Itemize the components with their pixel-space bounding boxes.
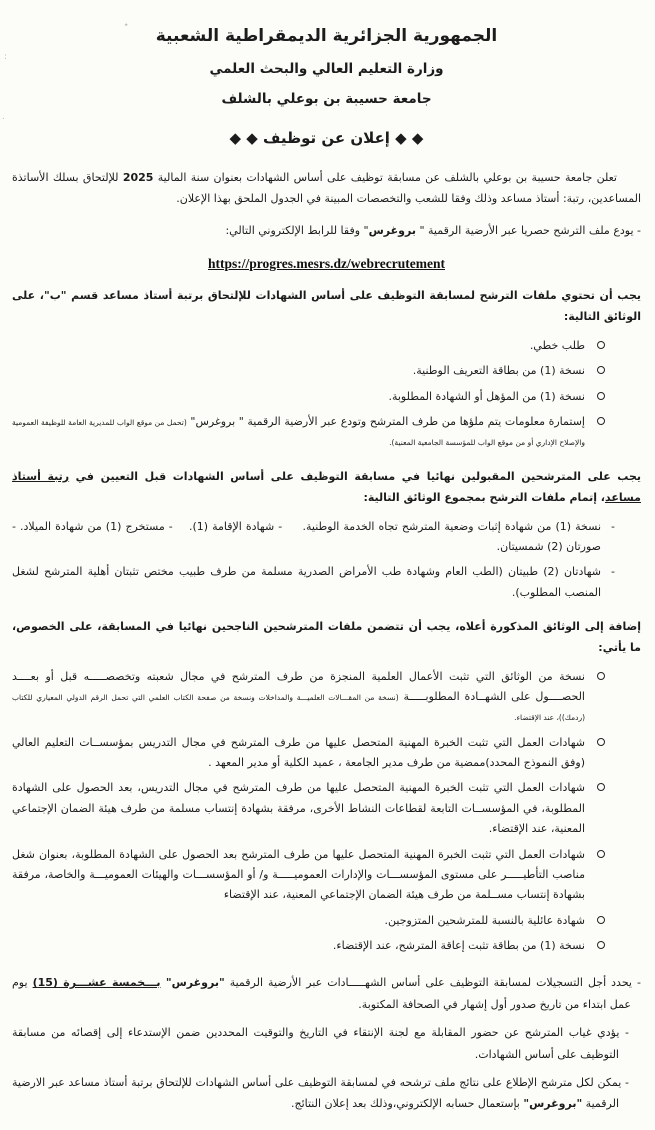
note-text-tail: يوم عمل ابتداء من تاريخ صدور أول إشهار في الصحافة المكتوبة. (12, 976, 631, 1011)
recruitment-url-line (12, 253, 641, 272)
heading-text-tail: ، إتمام ملفات الترشح بمجموع الوثائق التالية: (363, 490, 605, 504)
deposit-text-tail: " وفقا للرابط الإلكتروني التالي: (225, 223, 369, 237)
republic-title: الجمهورية الجزائرية الديمقراطية الشعبية (155, 26, 498, 46)
footer-notes (12, 972, 641, 1115)
circle-bullet-icon (597, 850, 605, 858)
scan-artifact: : (4, 52, 8, 62)
note-deadline (12, 972, 641, 1015)
intro-paragraph (12, 167, 641, 210)
dash-marker: - (611, 565, 615, 579)
intro-text-tail: للإلتحاق بسلك الأساتذة المساعدين، رتبة: أستاذ مساعد وذلك وفقا للشعب والتخصصات المبينة في الجدول الملحق بهذا الإعلان. (12, 171, 641, 206)
note-text: - يمكن لكل مترشح الإطلاع على نتائج ملف ترشحه في لمسابقة التوظيف على أساس الشهادات للإلتحاق برتبة أستاذ مساعد عبر الارضية الرقمية (12, 1075, 629, 1111)
list-item-text: شهادات العمل التي تثبت الخبرة المهنية المتحصل عليها من طرف المترشح في مجال التدريس بمؤسســات التعليم العالي (وفق النموذج المحدد)ممضية من طرف مدير الجامعة ، عميد الكلية أو مدير المعهد . (12, 735, 585, 770)
recruitment-link[interactable]: https://progres.mesrs.dz/webrecrutement (208, 256, 445, 272)
list-item (12, 336, 605, 356)
note-text-tail: بإستعمال حسابه الإلكتروني،وذلك بعد إعلان النتائج. (290, 1097, 524, 1111)
list-item-main: إستمارة معلومات يتم ملؤها من طرف المترشح وتودع عبر الأرضية الرقمية " بروغرس" (190, 415, 585, 429)
scan-artifact: ٭ (124, 20, 129, 29)
list-item-text: شهادات العمل التي تثبت الخبرة المهنية المتحصل عليها من طرف المترشح بعد الحصول على الشهادة المطلوبة، بعنوان شغل مناصب التأطيـــــر على مستوى المؤسســـات والإدارات العموميـــــة و/ أو المؤسســـات والهيئات العموميـــة والخاصة، مرفقة بشهادة إنتساب مســلمة من طرف هيئة الضمان الإجتماعي المعنية، عند الإقتضاء (12, 847, 585, 902)
list-item (12, 562, 615, 603)
circle-bullet-icon (597, 392, 605, 400)
circle-bullet-icon (597, 916, 605, 924)
circle-bullet-icon (597, 941, 605, 949)
list-item-text: شهادة عائلية بالنسبة للمترشحين المتزوجين. (384, 913, 585, 927)
progres-platform-name: بروغرس (368, 223, 416, 237)
list-item (12, 517, 615, 558)
circle-bullet-icon (597, 366, 605, 374)
university-title: جامعة حسيبة بن بوعلي بالشلف (221, 91, 432, 107)
list-item (12, 845, 605, 906)
deposit-text: - يودع ملف الترشح حصريا عبر الأرضية الرقمية " (415, 223, 641, 237)
list-item-main: نسخة من الوثائق التي تثبت الأعمال العلمية المنجزة من طرف المترشح في مجال شعبته وتخصصـــــه قبل أو بعــــد الحصــــول على الشهــادة المطلوبـــــة (12, 669, 585, 704)
list-item-note: (تحمل من موقع الواب للمديرية العامة للوظيفة العمومية والإصلاح الإداري أو من موقع الواب للمؤسسة الجامعية المعنية). (12, 418, 585, 448)
list-item-text (12, 412, 585, 453)
section-successful-heading: إضافة إلى الوثائق المذكورة أعلاه، يجب أن تتضمن ملفات المترشحين الناجحين نهائيا في المسابقة، على الخصوص، ما يأتي: (12, 619, 641, 654)
list-item-note: (نسخة من المقـــالات العلميـــة والمداخلات ونسخة من صفحة الكتاب العلمي التي تحمل الرقم الدولي المعياري للكتاب (ردمك))، عند الإقتضاء. (12, 693, 585, 723)
successful-candidates-list (12, 667, 605, 956)
note-results (12, 1072, 641, 1115)
heading-text: يجب على المترشحين المقبولين نهائيا في مسابقة التوظيف على أساس الشهادات قبل التعيين في (69, 469, 642, 483)
section-documents-heading: يجب أن تحتوي ملفات الترشح لمسابقة التوظيف على أساس الشهادات للإلتحاق برتبة أستاذ مساعد قسم "ب"، على الوثائق التالية: (12, 289, 641, 324)
list-item (12, 733, 605, 774)
documents-list (12, 336, 605, 453)
list-item (12, 361, 605, 381)
circle-bullet-icon (597, 341, 605, 349)
note-absence: - يؤدي غياب المترشح عن حضور المقابلة مع لجنة الإنتقاء في التاريخ والتوقيت المحددين ضمن الإستدعاء إلى إقصائه من مسابقة التوظيف على أساس الشهادات. (12, 1026, 629, 1061)
circle-bullet-icon (597, 417, 605, 425)
list-item (12, 936, 605, 956)
list-item-text: شهادتان (2) طبيتان (الطب العام وشهادة طب الأمراض الصدرية مسلمة من طرف طبيب مختص تثبتان أهلية المترشح لشغل المنصب المطلوب). (12, 565, 602, 599)
list-item-text: نسخة (1) من بطاقة تثبت إعاقة المترشح، عند الإقتضاء. (332, 938, 585, 952)
deadline-duration: بـــخمسة عشـــرة (15) (32, 976, 161, 990)
list-item-text: طلب خطي. (529, 339, 585, 353)
rank-underlined: رتبة أستاذ مساعد (12, 469, 641, 504)
list-item-text: نسخة (1) من بطاقة التعريف الوطنية. (412, 364, 585, 378)
circle-bullet-icon (597, 738, 605, 746)
circle-bullet-icon (597, 672, 605, 680)
progres-platform-name: "بروغرس" (523, 1097, 583, 1111)
list-item (12, 911, 605, 931)
circle-bullet-icon (597, 783, 605, 791)
deposit-instruction (12, 220, 641, 241)
intro-text: تعلن جامعة حسيبة بن بوعلي بالشلف عن مسابقة توظيف على أساس الشهادات بعنوان سنة المالية (153, 171, 617, 184)
progres-platform-name: "بروغرس" (160, 976, 225, 990)
list-item-text: نسخة (1) من شهادة إثبات وضعية المترشح تجاه الخدمة الوطنية. - شهادة الإقامة (1). - مستخرج (1) من شهادة الميلاد. - صورتان (2) شمسيتان. (12, 519, 602, 553)
scan-artifact: . (2, 112, 5, 122)
fiscal-year: 2025 (122, 171, 154, 184)
list-item (12, 667, 605, 728)
list-item-text (12, 667, 585, 728)
dash-marker: - (611, 519, 615, 533)
list-item-text: نسخة (1) من المؤهل أو الشهادة المطلوبة. (388, 389, 585, 403)
list-item (12, 778, 605, 839)
note-text: - يحدد أجل التسجيلات لمسابقة التوظيف على أساس الشهـــــادات عبر الأرضية الرقمية (224, 976, 641, 990)
final-admission-list (12, 517, 615, 603)
list-item (12, 387, 605, 407)
list-item (12, 412, 605, 453)
ministry-title: وزارة التعليم العالي والبحث العلمي (209, 61, 444, 77)
section-final-admission-heading (12, 467, 641, 509)
announcement-title: ◆ ◆ إعلان عن توظيف ◆ ◆ (229, 129, 424, 147)
list-item-text: شهادات العمل التي تثبت الخبرة المهنية المتحصل عليها من طرف المترشح في مجال التدريس، بعد الحصول على الشهادة المطلوبة، في المؤسســات التابعة لقطاعات النشاط الأخرى، مرفقة بشهادة إنتساب مسلمة من طرف هيئة الضمان الإجتماعي المعنية، عند الإقتضاء. (12, 781, 585, 836)
